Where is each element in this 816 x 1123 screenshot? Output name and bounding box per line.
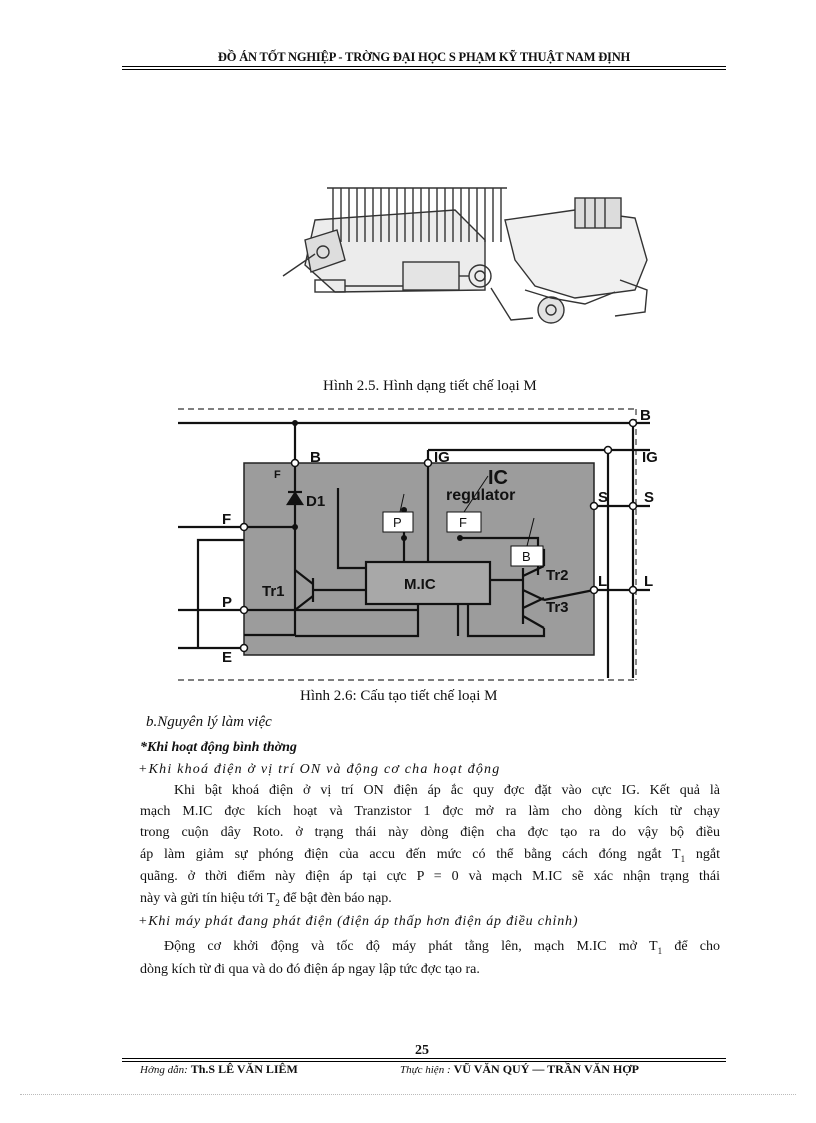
author-name: VŨ VĂN QUÝ — TRẦN VĂN HỢP [453, 1062, 639, 1076]
label-f-small: F [274, 469, 281, 481]
label-regulator: regulator [446, 487, 516, 504]
subscript-2: 2 [275, 897, 280, 908]
label-tr1: Tr1 [262, 583, 285, 600]
circuit-diagram [178, 400, 668, 685]
p1-line4-tail: ngắt [685, 847, 721, 862]
label-tr2: Tr2 [546, 567, 569, 584]
callout-p: P [393, 515, 402, 530]
label-b-right: B [640, 407, 651, 424]
p1-line6-tail: để bật đèn báo nạp. [279, 891, 392, 906]
p1-line6-text: này và gửi tín hiệu tới T [140, 891, 276, 906]
paragraph-1-line-6 [140, 889, 720, 913]
paragraph-1-line-5: quãng. ở thời điểm này điện áp tại cực P = 0 và mạch M.IC sẽ xác nhận trạng thái [140, 869, 720, 884]
p1-line4-text: áp làm giảm sự phóng điện của accu đến mức có thể bằng cách đóng ngắt T [140, 847, 681, 862]
paragraph-1-line-1: Khi bật khoá điện ở vị trí ON điện áp ắc quy đợc đặt vào cực IG. Kết quả là [174, 783, 720, 798]
label-l-right: L [644, 573, 654, 590]
subscript-3: 1 [657, 945, 663, 956]
case-heading-1: +Khi khoá điện ở vị trí ON và động cơ cha hoạt động [138, 762, 501, 777]
p2-line1-tail: để cho [662, 939, 720, 954]
footer-author [400, 1062, 639, 1077]
footer-rule [122, 1058, 726, 1059]
label-b: B [310, 449, 321, 466]
label-ig: IG [434, 449, 450, 466]
header-rule [122, 66, 726, 67]
page-bottom-dotted-line [20, 1094, 796, 1095]
subscript-1: 1 [680, 853, 686, 864]
regulator-sketch [275, 180, 665, 340]
paragraph-1-line-4 [140, 845, 720, 869]
label-f: F [222, 511, 232, 528]
label-e: E [222, 649, 233, 666]
page-number: 25 [415, 1043, 429, 1058]
label-p: P [222, 594, 233, 611]
label-ic: IC [488, 467, 508, 489]
section-heading: b.Nguyên lý làm việc [146, 714, 272, 730]
paragraph-1-line-2: mạch M.IC đợc kích hoạt và Tranzistor 1 đợc mở ra làm cho dòng kích từ chạy [140, 804, 720, 819]
header-rule-2 [122, 69, 726, 70]
page-header: ĐỒ ÁN TỐT NGHIỆP - TRỜNG ĐẠI HỌC S PHẠM KỸ THUẬT NAM ĐỊNH [217, 50, 631, 64]
figure-caption-2: Hình 2.6: Cấu tạo tiết chế loại M [300, 688, 498, 704]
case-heading-2: +Khi máy phát đang phát điện (điện áp thấp hơn điện áp điều chỉnh) [138, 914, 579, 929]
author-label: Thực hiện : [400, 1064, 451, 1076]
label-ig-right: IG [642, 449, 658, 466]
figure-caption-1: Hình 2.5. Hình dạng tiết chế loại M [323, 378, 537, 394]
guide-name: Th.S LÊ VĂN LIÊM [190, 1062, 298, 1076]
label-s-right: S [644, 489, 655, 506]
label-mic: M.IC [404, 576, 436, 593]
subheading: *Khi hoạt động bình thờng [140, 740, 297, 755]
label-tr3: Tr3 [546, 599, 569, 616]
paragraph-2-line-1 [164, 937, 720, 961]
label-l: L [598, 573, 608, 590]
paragraph-2-line-2: dòng kích từ đi qua và do đó điện áp ngay lập tức đợc tạo ra. [140, 962, 480, 977]
label-s: S [598, 489, 609, 506]
label-d1: D1 [306, 493, 326, 510]
callout-f: F [459, 515, 467, 530]
callout-b: B [522, 549, 531, 564]
guide-label: Hớng dẫn: [140, 1064, 188, 1076]
p2-line1-text: Động cơ khởi động và tốc độ máy phát tằng lên, mạch M.IC mở T [164, 939, 658, 954]
paragraph-1-line-3: trong cuộn dây Roto. ở trạng thái này dòng điện cha đợc tạo ra do vậy bộ điều [140, 825, 720, 840]
footer-guide [140, 1062, 298, 1077]
